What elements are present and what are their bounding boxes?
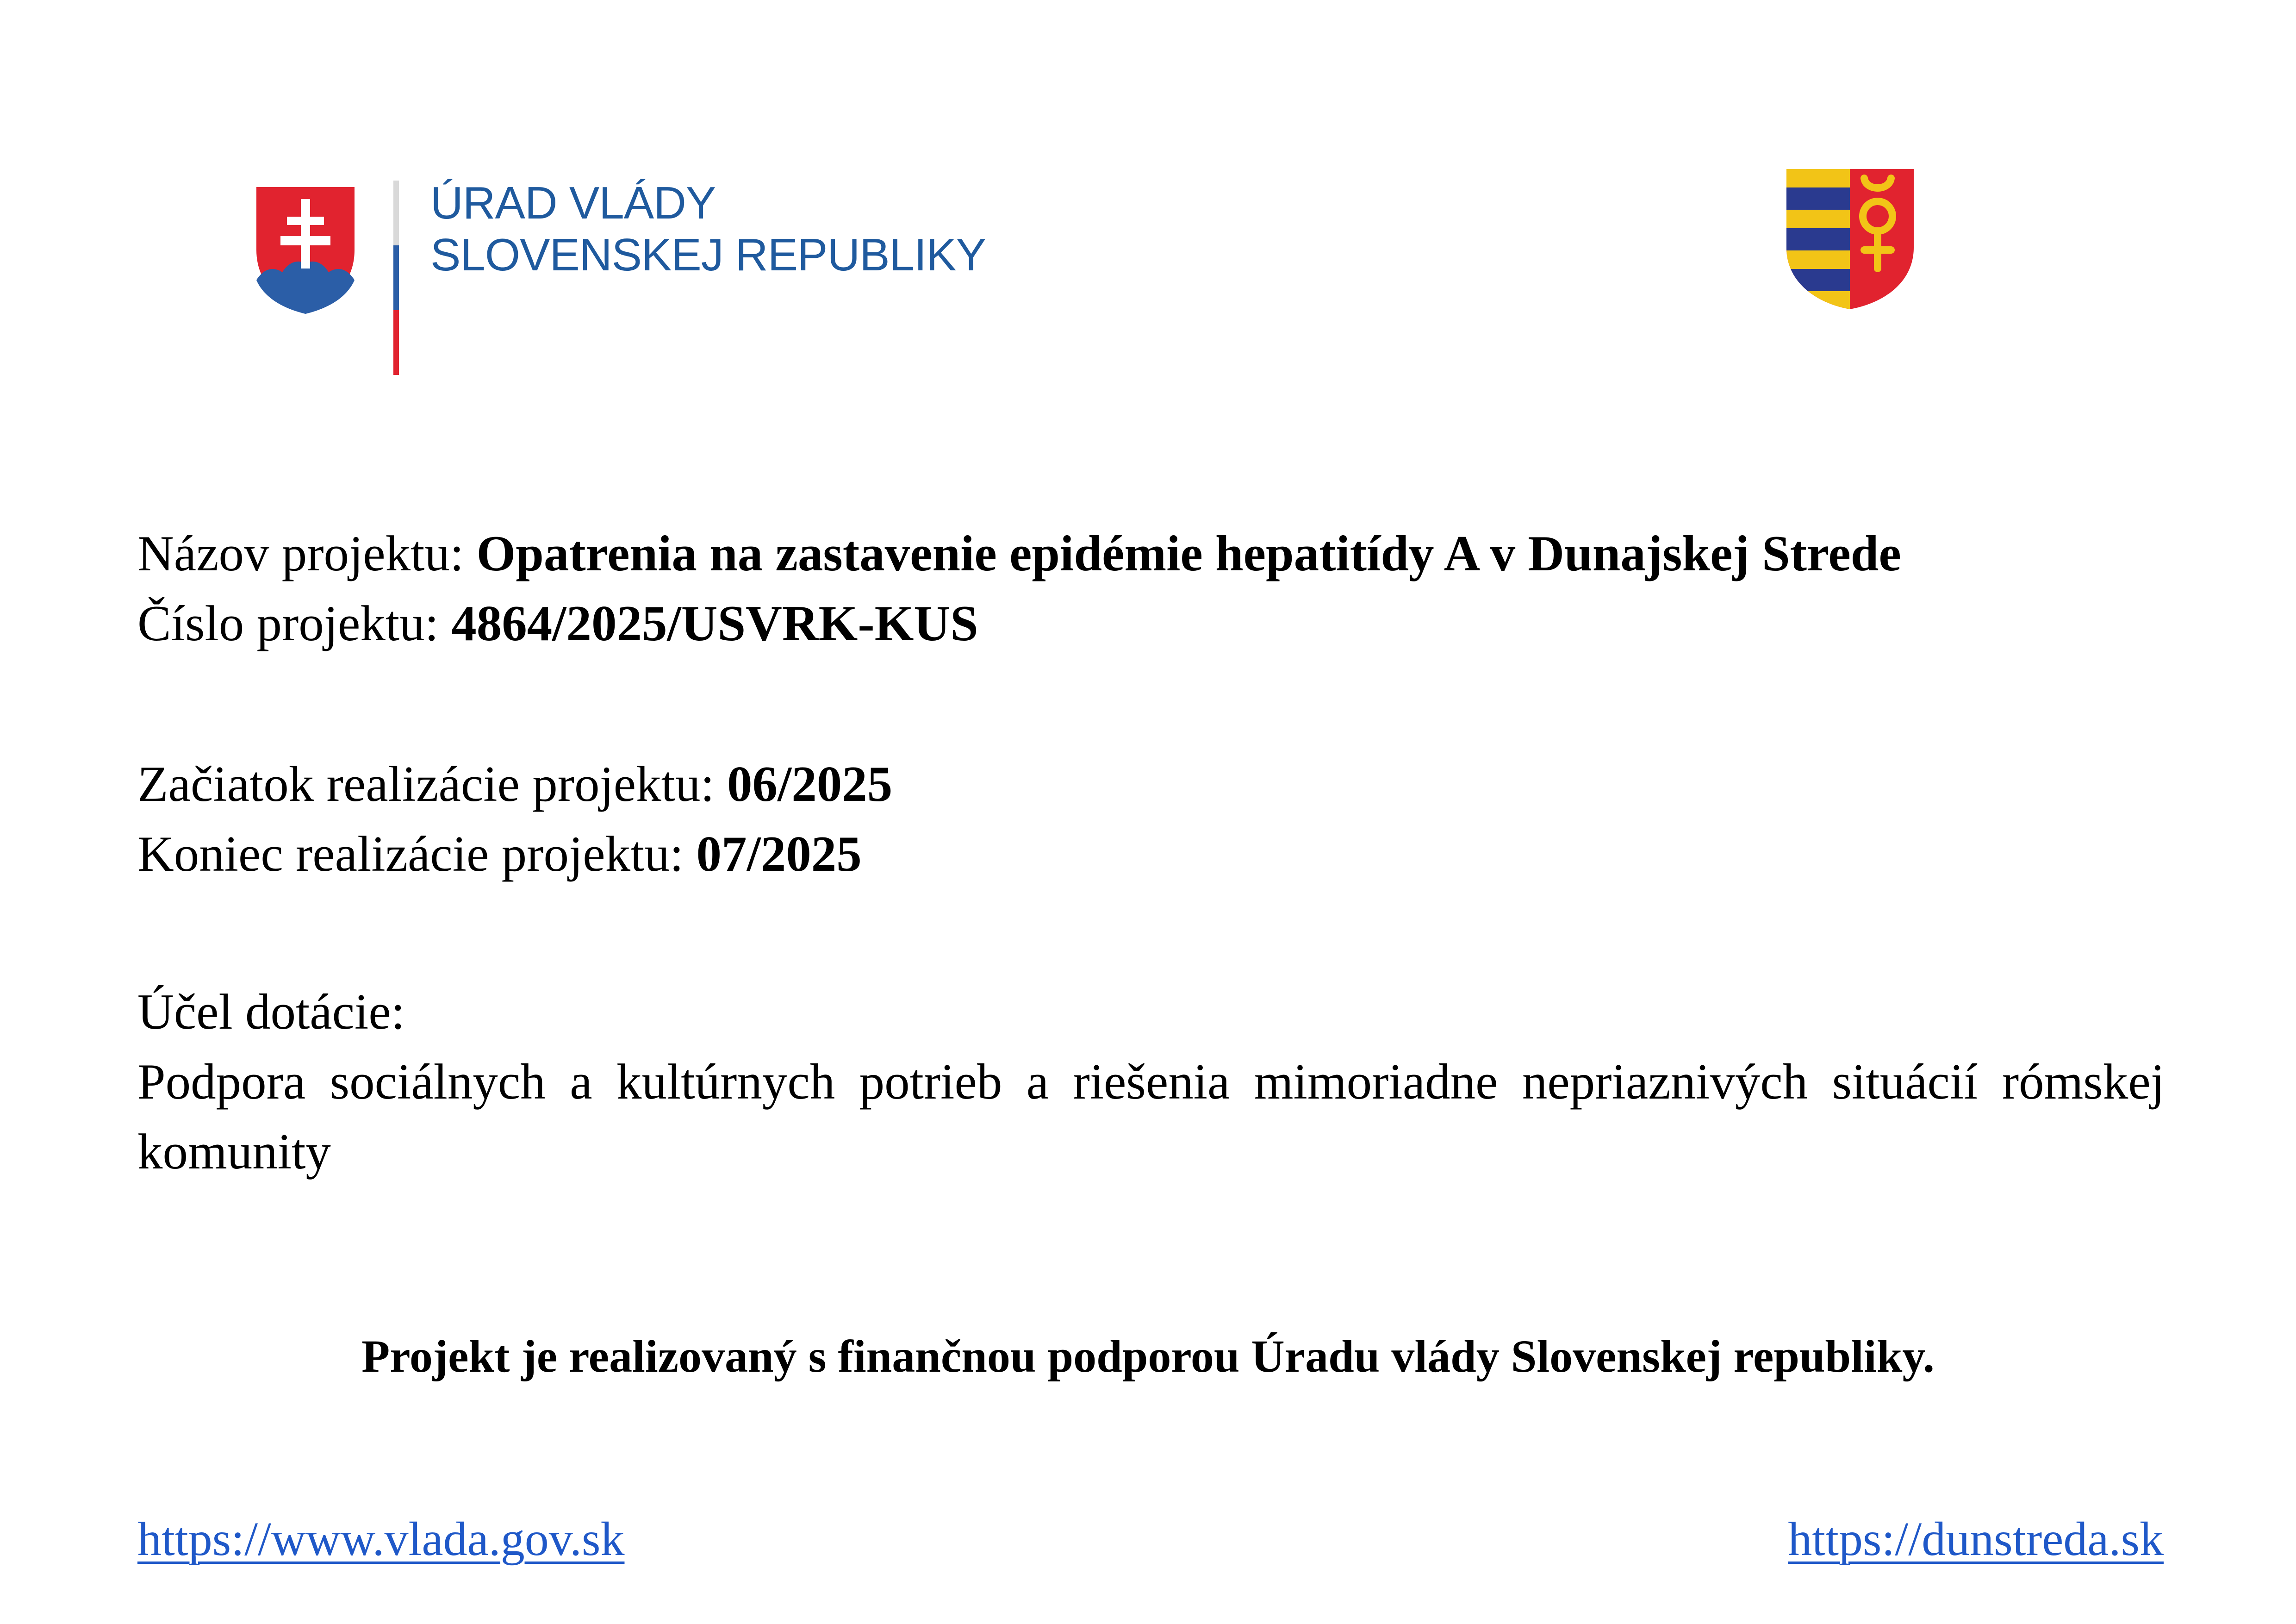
dunajska-streda-coat-of-arms-icon: [1786, 169, 1914, 310]
slovak-coat-of-arms-icon: [250, 181, 361, 319]
purpose-text: Podpora sociálnych a kultúrnych potrieb a riešenia mimoriadne nepriaznivých situácií rómskej komunity: [137, 1054, 2165, 1180]
project-start-line: [137, 749, 2165, 819]
project-end-label: Koniec realizácie projektu:: [137, 826, 684, 882]
project-start-label: Začiatok realizácie projektu:: [137, 756, 715, 812]
project-number-value: 4864/2025/USVRK-KUS: [451, 595, 978, 651]
gov-tricolor-divider: [393, 181, 399, 375]
project-name-line: [137, 518, 2165, 588]
project-start-value: 06/2025: [727, 756, 893, 812]
gov-logo-line2: SLOVENSKEJ REPUBLIKY: [430, 229, 986, 280]
project-end-value: 07/2025: [696, 826, 862, 882]
project-number-label: Číslo projektu:: [137, 595, 439, 651]
gov-logo: [250, 177, 986, 380]
project-name-label: Názov projektu:: [137, 525, 464, 581]
dunstreda-link[interactable]: https://dunstreda.sk: [1788, 1512, 2164, 1566]
vlada-link[interactable]: https://www.vlada.gov.sk: [137, 1512, 625, 1566]
project-name-value: Opatrenia na zastavenie epidémie hepatitídy A v Dunajskej Strede: [476, 525, 1901, 581]
gov-logo-line1: ÚRAD VLÁDY: [430, 177, 716, 228]
purpose-label: Účel dotácie:: [137, 984, 405, 1040]
project-info: [137, 518, 2165, 1187]
project-number-line: [137, 588, 2165, 658]
project-end-line: [137, 819, 2165, 889]
gov-logo-text: [430, 177, 986, 281]
funding-note: Projekt je realizovaný s finančnou podporou Úradu vlády Slovenskej republiky.: [361, 1330, 1935, 1382]
